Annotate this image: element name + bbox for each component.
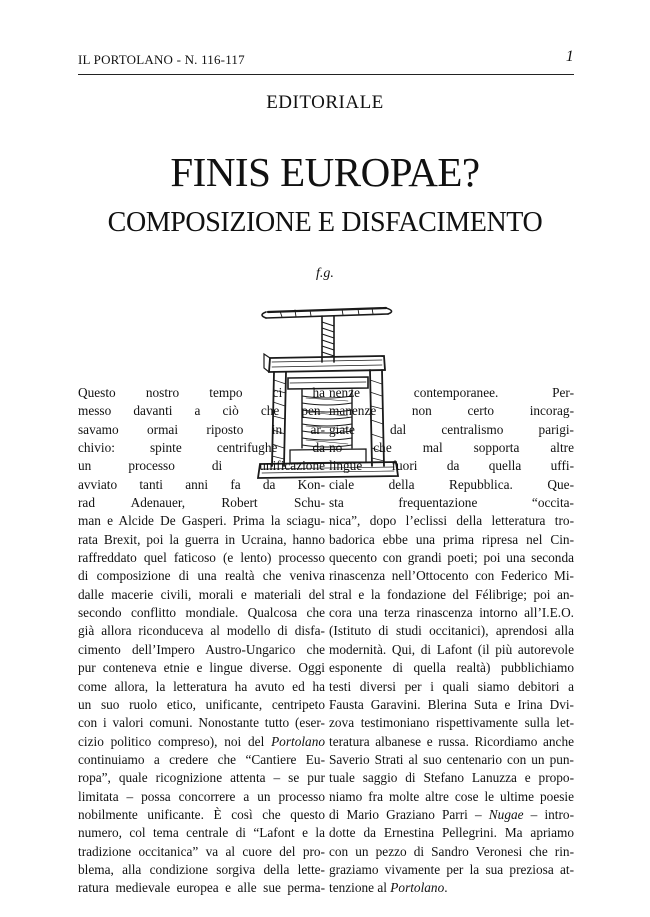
text-line: rad Adenauer, Robert Schu- bbox=[78, 495, 325, 511]
article-column-left bbox=[78, 384, 325, 898]
text-line: raffreddato quel faticoso (e lento) processo bbox=[78, 550, 325, 566]
article-title: FINIS EUROPAE? bbox=[170, 149, 480, 195]
text-line: ciale della Repubblica. Que- bbox=[329, 476, 574, 492]
text-line: lingue fuori da quella uffi- bbox=[329, 458, 574, 474]
text-segment: . bbox=[444, 880, 448, 896]
text-segment: – intro- bbox=[523, 806, 574, 822]
text-line: giate dal centralismo parigi- bbox=[329, 421, 574, 437]
text-line: stral e la fondazione del Félibrige; poi an- bbox=[329, 586, 574, 602]
text-line: savamo ormai riposto in ar- bbox=[78, 421, 325, 437]
text-line: dotte da Ernestina Pellegrini. Ma apriamo bbox=[329, 825, 574, 841]
text-line: testi diversi per i quali siamo debitori a bbox=[329, 678, 574, 694]
author-initials: f.g. bbox=[316, 266, 334, 281]
text-segment: tenzione al bbox=[329, 880, 391, 896]
text-line: avviato tanti anni fa da Kon- bbox=[78, 476, 325, 492]
section-label: EDITORIALE bbox=[266, 92, 384, 113]
text-line: rata Brexit, poi la guerra in Ucraina, hanno bbox=[78, 531, 325, 547]
text-line: quecento con grandi poeti; poi una seconda bbox=[329, 550, 574, 566]
text-segment: di Mario Graziano Parri – bbox=[329, 806, 489, 822]
text-line: come allora, la letteratura ha avuto ed ha bbox=[78, 678, 325, 694]
text-line: modernità. Qui, di Lafont (il più autorevole bbox=[329, 641, 574, 657]
running-head-title: IL PORTOLANO - N. 116-117 bbox=[78, 52, 245, 67]
page-number: 1 bbox=[565, 48, 574, 65]
text-line: man e Alcide De Gasperi. Prima la sciagu- bbox=[78, 513, 325, 529]
text-line: manenze non certo incorag- bbox=[329, 403, 574, 419]
text-line: graziamo vivamente per la sua preziosa at- bbox=[329, 861, 574, 877]
text-line: pur conteneva etnie e lingue diverse. Oggi bbox=[78, 660, 325, 676]
text-line: un suo ruolo etico, unificante, centripeto bbox=[78, 696, 325, 712]
text-line: Fausta Garavini. Blerina Suta e Irina Dvi- bbox=[329, 696, 574, 712]
text-line: cimento dell’Impero Austro-Ungarico che bbox=[78, 641, 325, 657]
text-line: (Istituto di studi occitanici), aprendosi alla bbox=[329, 623, 574, 639]
text-line: già allora riconduceva al modello di disfa- bbox=[78, 623, 325, 639]
text-line: nenze contemporanee. Per- bbox=[329, 385, 574, 400]
text-line: dalle macerie civili, morali e materiali del bbox=[78, 586, 325, 602]
text-line bbox=[329, 879, 574, 897]
text-line: ropa”, quale ricognizione attenta – se pur bbox=[78, 770, 325, 786]
text-line: chivio: spinte centrifughe da bbox=[78, 440, 325, 456]
text-line: di composizione di una realtà che veniva bbox=[78, 568, 325, 584]
text-line: blema, alla condizione sorgiva della lette- bbox=[78, 861, 325, 877]
text-line: Questo nostro tempo ci ha bbox=[78, 385, 325, 400]
text-line: esponente di quella realtà) pubblichiamo bbox=[329, 660, 574, 676]
text-line: un processo di unificazione bbox=[78, 458, 325, 474]
text-line: tuale saggio di Stefano Lanuzza e propo- bbox=[329, 770, 574, 786]
text-line: no che mal sopporta altre bbox=[329, 440, 574, 456]
text-line: limitata – possa concorrere a un processo bbox=[78, 788, 325, 804]
text-line bbox=[329, 806, 574, 824]
text-line: rinascenza nell’Ottocento con Federico Mi- bbox=[329, 568, 574, 584]
text-line: secondo conflitto mondiale. Qualcosa che bbox=[78, 605, 325, 621]
text-line: niamo fra molte altre cose le ultime poesie bbox=[329, 788, 574, 804]
text-line: sta frequentazione “occita- bbox=[329, 495, 574, 511]
text-line: teratura albanese e russa. Ricordiamo anche bbox=[329, 733, 574, 749]
text-line: cora una terza rinascenza intorno all’I.E.O. bbox=[329, 605, 574, 621]
header-rule bbox=[78, 74, 574, 75]
text-line: badorica ebbe una prima ripresa nel Cin- bbox=[329, 531, 574, 547]
text-line: nobilmente unificante. È così che questo bbox=[78, 806, 325, 822]
text-line: Saverio Strati al suo centenario con un pun- bbox=[329, 751, 574, 767]
text-line: tradizione occitanica” va al cuore del pro- bbox=[78, 843, 325, 859]
text-line: continuiamo a credere che “Cantiere Eu- bbox=[78, 751, 325, 767]
poem-title-italic: Nugae bbox=[488, 806, 524, 822]
running-head bbox=[78, 48, 574, 68]
journal-name-italic: Portolano bbox=[271, 733, 325, 749]
text-line: ratura medievale europea e alle sue perma- bbox=[78, 880, 325, 896]
text-line: nica”, dopo l’eclissi della letteratura tro- bbox=[329, 513, 574, 529]
article-subtitle: COMPOSIZIONE E DISFACIMENTO bbox=[107, 207, 543, 238]
text-segment: cizio politico compreso), noi del bbox=[78, 733, 272, 749]
text-line: messo davanti a ciò che pen- bbox=[78, 403, 325, 419]
journal-name-italic: Portolano bbox=[390, 880, 445, 896]
text-line: numero, col tema centrale di “Lafont e la bbox=[78, 825, 325, 841]
text-line bbox=[78, 733, 325, 751]
text-line: zova testimoniano rispettivamente sulla let- bbox=[329, 715, 574, 731]
article-column-right bbox=[329, 384, 574, 898]
text-line: con un pezzo di Sandro Veronesi che rin- bbox=[329, 843, 574, 859]
text-line: con i valori comuni. Nonostante tutto (eser- bbox=[78, 715, 325, 731]
